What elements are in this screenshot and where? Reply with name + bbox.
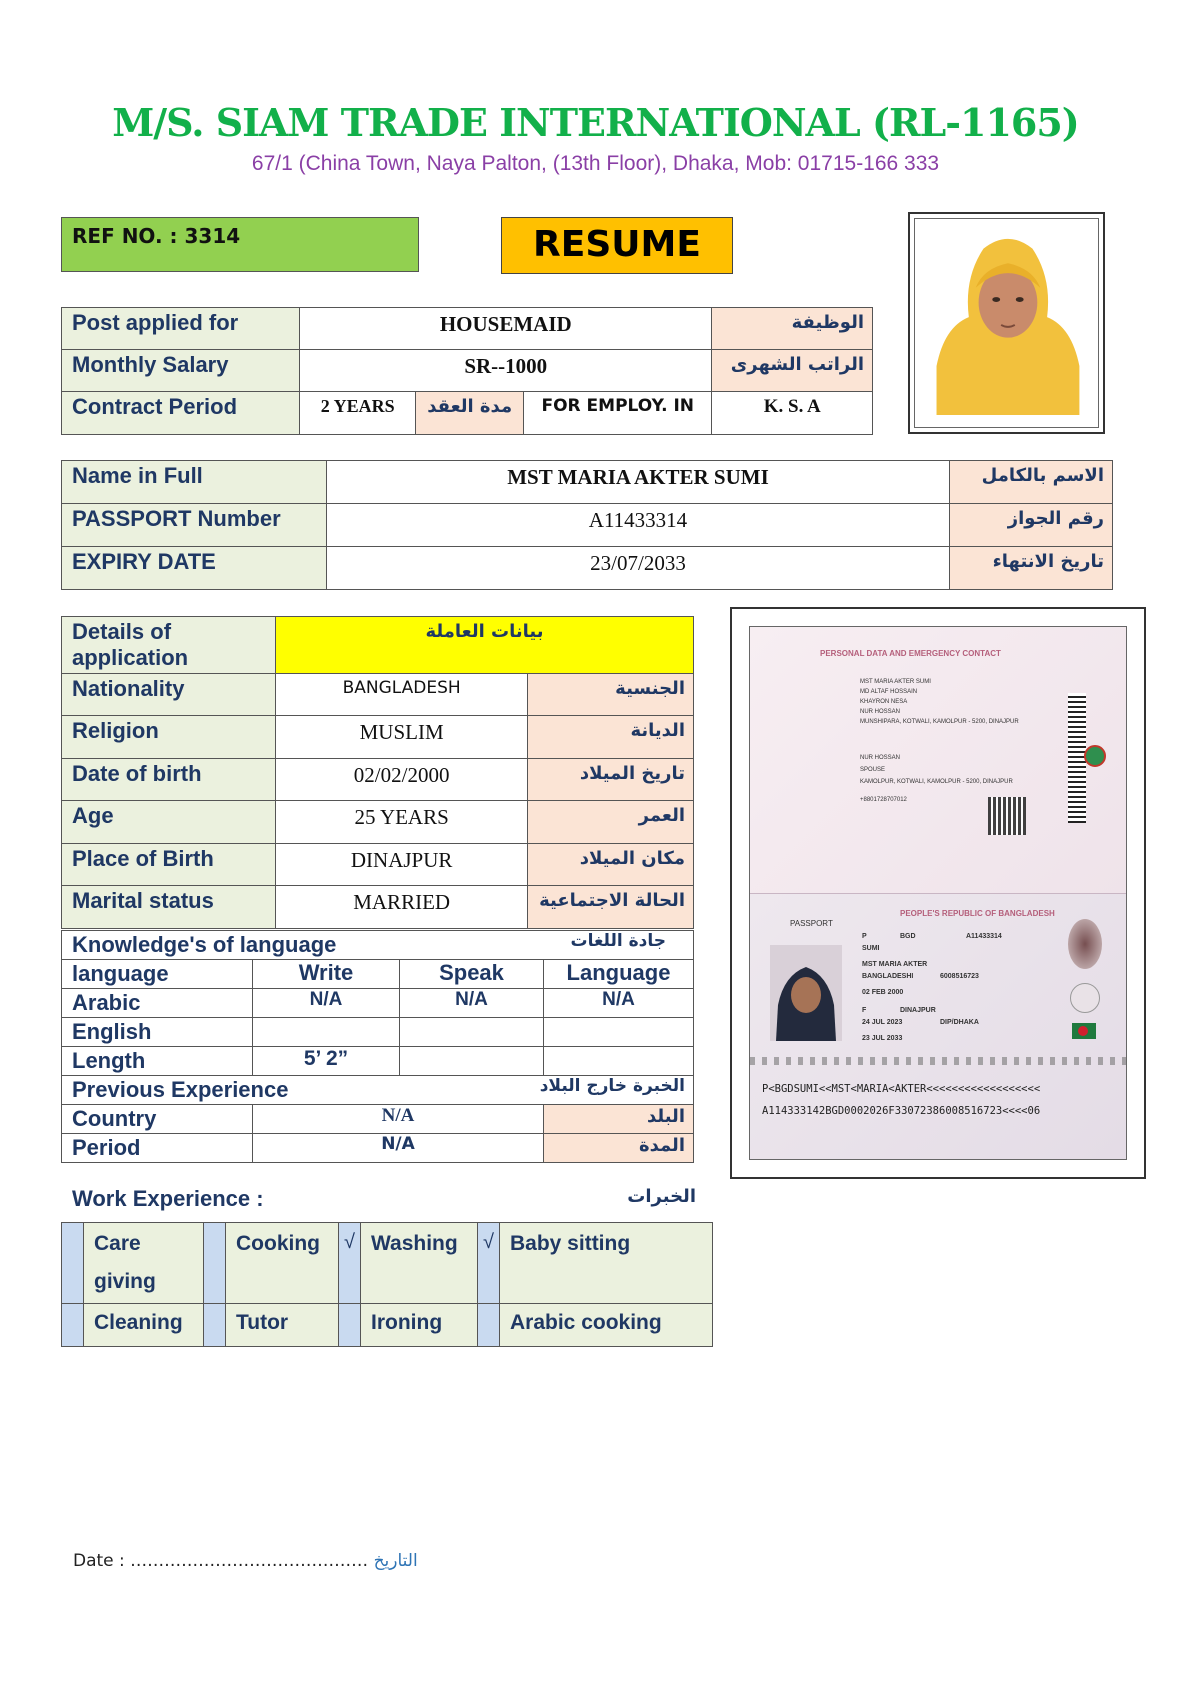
details-table xyxy=(61,616,694,929)
nationality-label: Nationality xyxy=(62,674,276,716)
work-experience-ar: الخبرات xyxy=(627,1186,696,1207)
english-label: English xyxy=(62,1018,253,1047)
salary-ar: الراتب الشهرى xyxy=(712,350,873,392)
name-ar: الاسم بالكامل xyxy=(950,461,1113,504)
tutor-label: Tutor xyxy=(226,1304,339,1347)
pp-ghost-image xyxy=(1068,919,1102,969)
country-ar: البلد xyxy=(544,1105,694,1134)
name-value: MST MARIA AKTER SUMI xyxy=(327,461,950,504)
english-lang xyxy=(544,1018,694,1047)
passport-scan-inner xyxy=(749,626,1127,1160)
pob-value: DINAJPUR xyxy=(276,844,528,886)
pp-ec-rel: SPOUSE xyxy=(860,767,886,773)
pp-personal-header: PERSONAL DATA AND EMERGENCY CONTACT xyxy=(820,649,1001,658)
prev-exp-label: Previous Experience xyxy=(62,1076,400,1105)
age-ar: العمر xyxy=(528,801,694,844)
pp-passport-word: PASSPORT xyxy=(790,919,833,928)
pp-nationality: BANGLADESHI xyxy=(862,973,914,980)
period-label: Period xyxy=(62,1134,253,1163)
arabic-speak: N/A xyxy=(400,989,544,1018)
language-knowledge-label: Knowledge's of language xyxy=(62,931,544,960)
pp-number: A11433314 xyxy=(966,933,1002,940)
cooking-label: Cooking xyxy=(226,1223,339,1304)
nationality-ar: الجنسية xyxy=(528,674,694,716)
passport-ar: رقم الجواز xyxy=(950,504,1113,547)
period-value: N/A xyxy=(253,1134,544,1163)
pp-seal-icon xyxy=(1070,983,1100,1013)
contract-value: 2 YEARS xyxy=(300,392,416,435)
salary-value: SR--1000 xyxy=(300,350,712,392)
details-title: Details of application xyxy=(62,617,276,674)
pp-mrz-line-1: P<BGDSUMI<<MST<MARIA<AKTER<<<<<<<<<<<<<<<<<< xyxy=(762,1083,1041,1095)
expiry-ar: تاريخ الانتهاء xyxy=(950,547,1113,590)
language-table xyxy=(61,930,694,1163)
language-header: language xyxy=(62,960,253,989)
expiry-label: EXPIRY DATE xyxy=(62,547,327,590)
expiry-value: 23/07/2033 xyxy=(327,547,950,590)
english-write xyxy=(253,1018,400,1047)
arabic-cooking-check xyxy=(478,1304,500,1347)
dob-value: 02/02/2000 xyxy=(276,759,528,801)
religion-label: Religion xyxy=(62,716,276,759)
baby-sitting-label: Baby sitting xyxy=(500,1223,713,1304)
ironing-check xyxy=(339,1304,361,1347)
period-ar: المدة xyxy=(544,1134,694,1163)
passport-fold xyxy=(750,893,1126,894)
write-header: Write xyxy=(253,960,400,989)
pob-ar: مكان الميلاد xyxy=(528,844,694,886)
name-label: Name in Full xyxy=(62,461,327,504)
arabic-write: N/A xyxy=(253,989,400,1018)
photo-inner xyxy=(914,218,1099,428)
contract-ar: مدة العقد xyxy=(416,392,524,435)
qr-code-icon xyxy=(988,797,1026,835)
pp-flag-icon xyxy=(1072,1023,1096,1039)
work-experience-title: Work Experience : xyxy=(72,1186,264,1211)
marital-value: MARRIED xyxy=(276,886,528,929)
portrait-image xyxy=(915,219,1098,427)
arabic-label: Arabic xyxy=(62,989,253,1018)
nationality-value: BANGLADESH xyxy=(276,674,528,716)
pp-address: MUNSHIPARA, KOTWALI, KAMOLPUR - 5200, DINAJPUR xyxy=(860,719,1019,725)
pp-security-strip xyxy=(750,1057,1126,1065)
company-name: M/S. SIAM TRADE INTERNATIONAL (RL-1165) xyxy=(112,100,1079,145)
date-label: Date : …………………………………… xyxy=(73,1551,369,1571)
language-col-header: Language xyxy=(544,960,694,989)
pob-label: Place of Birth xyxy=(62,844,276,886)
pp-ec-name: NUR HOSSAN xyxy=(860,755,901,761)
cooking-check-spacer xyxy=(204,1223,226,1304)
marital-label: Marital status xyxy=(62,886,276,929)
religion-value: MUSLIM xyxy=(276,716,528,759)
arabic-cooking-label: Arabic cooking xyxy=(500,1304,713,1347)
pp-photo xyxy=(770,945,842,1041)
pp-code: BGD xyxy=(900,933,916,940)
length-label: Length xyxy=(62,1047,253,1076)
pp-spouse: NUR HOSSAN xyxy=(860,709,901,715)
pp-portrait-image xyxy=(770,945,842,1041)
emblem-icon xyxy=(1084,745,1106,767)
post-ar: الوظيفة xyxy=(712,308,873,350)
employ-value: K. S. A xyxy=(712,392,873,435)
dob-label: Date of birth xyxy=(62,759,276,801)
employ-label: FOR EMPLOY. IN xyxy=(524,392,712,435)
length-value: 5’ 2” xyxy=(253,1047,400,1076)
ironing-label: Ironing xyxy=(361,1304,478,1347)
candidate-photo xyxy=(908,212,1105,434)
pp-mrz-line-2: A114333142BGD0002026F33072386008516723<<<<06 xyxy=(762,1105,1041,1117)
age-value: 25 YEARS xyxy=(276,801,528,844)
pp-dob: 02 FEB 2000 xyxy=(862,989,904,996)
pp-mother: KHAYRON NESA xyxy=(860,699,908,705)
pp-surname: SUMI xyxy=(862,945,880,952)
pp-sex: F xyxy=(862,1007,867,1014)
post-table xyxy=(61,307,873,435)
post-value: HOUSEMAID xyxy=(300,308,712,350)
details-title-ar: بيانات العاملة xyxy=(276,617,694,674)
pp-given: MST MARIA AKTER xyxy=(862,961,928,968)
dob-ar: تاريخ الميلاد xyxy=(528,759,694,801)
cooking-check: √ xyxy=(339,1223,361,1304)
arabic-lang: N/A xyxy=(544,989,694,1018)
tutor-check xyxy=(204,1304,226,1347)
age-label: Age xyxy=(62,801,276,844)
country-value: N/A xyxy=(253,1105,544,1134)
care-giving-label: Care giving xyxy=(84,1223,204,1304)
identity-table xyxy=(61,460,1113,590)
date-ar: التاريخ xyxy=(373,1551,418,1571)
salary-label: Monthly Salary xyxy=(62,350,300,392)
marital-ar: الحالة الاجتماعية xyxy=(528,886,694,929)
pp-issue: 24 JUL 2023 xyxy=(862,1019,903,1026)
pp-name: MST MARIA AKTER SUMI xyxy=(860,679,931,685)
religion-ar: الديانة xyxy=(528,716,694,759)
prev-exp-ar: الخبرة خارج البلاد xyxy=(400,1076,694,1105)
country-label: Country xyxy=(62,1105,253,1134)
contract-label: Contract Period xyxy=(62,392,300,435)
language-knowledge-ar: جادة اللغات xyxy=(544,931,694,960)
pp-republic: PEOPLE'S REPUBLIC OF BANGLADESH xyxy=(900,909,1055,918)
pp-expiry: 23 JUL 2033 xyxy=(862,1035,903,1042)
passport-label: PASSPORT Number xyxy=(62,504,327,547)
cleaning-check xyxy=(62,1304,84,1347)
company-address: 67/1 (China Town, Naya Palton, (13th Floor), Dhaka, Mob: 01715-166 333 xyxy=(251,152,940,175)
post-label: Post applied for xyxy=(62,308,300,350)
pp-type: P xyxy=(862,933,867,940)
passport-value: A11433314 xyxy=(327,504,950,547)
cleaning-label: Cleaning xyxy=(84,1304,204,1347)
speak-header: Speak xyxy=(400,960,544,989)
passport-scan xyxy=(730,607,1146,1179)
pp-ec-addr: KAMOLPUR, KOTWALI, KAMOLPUR - 5200, DINAJPUR xyxy=(860,779,1013,785)
ref-number: REF NO. : 3314 xyxy=(61,217,419,272)
care-check xyxy=(62,1223,84,1304)
resume-title: RESUME xyxy=(501,217,733,274)
pp-authority: DIP/DHAKA xyxy=(940,1019,979,1026)
pp-father: MD ALTAF HOSSAIN xyxy=(860,689,918,695)
washing-check: √ xyxy=(478,1223,500,1304)
washing-label: Washing xyxy=(361,1223,478,1304)
date-line xyxy=(73,1551,418,1571)
pp-personal-no: 6008516723 xyxy=(940,973,979,980)
pp-ec-tel: +8801728707012 xyxy=(860,797,907,803)
work-experience-table xyxy=(61,1222,713,1347)
pp-pob: DINAJPUR xyxy=(900,1007,936,1014)
english-speak xyxy=(400,1018,544,1047)
